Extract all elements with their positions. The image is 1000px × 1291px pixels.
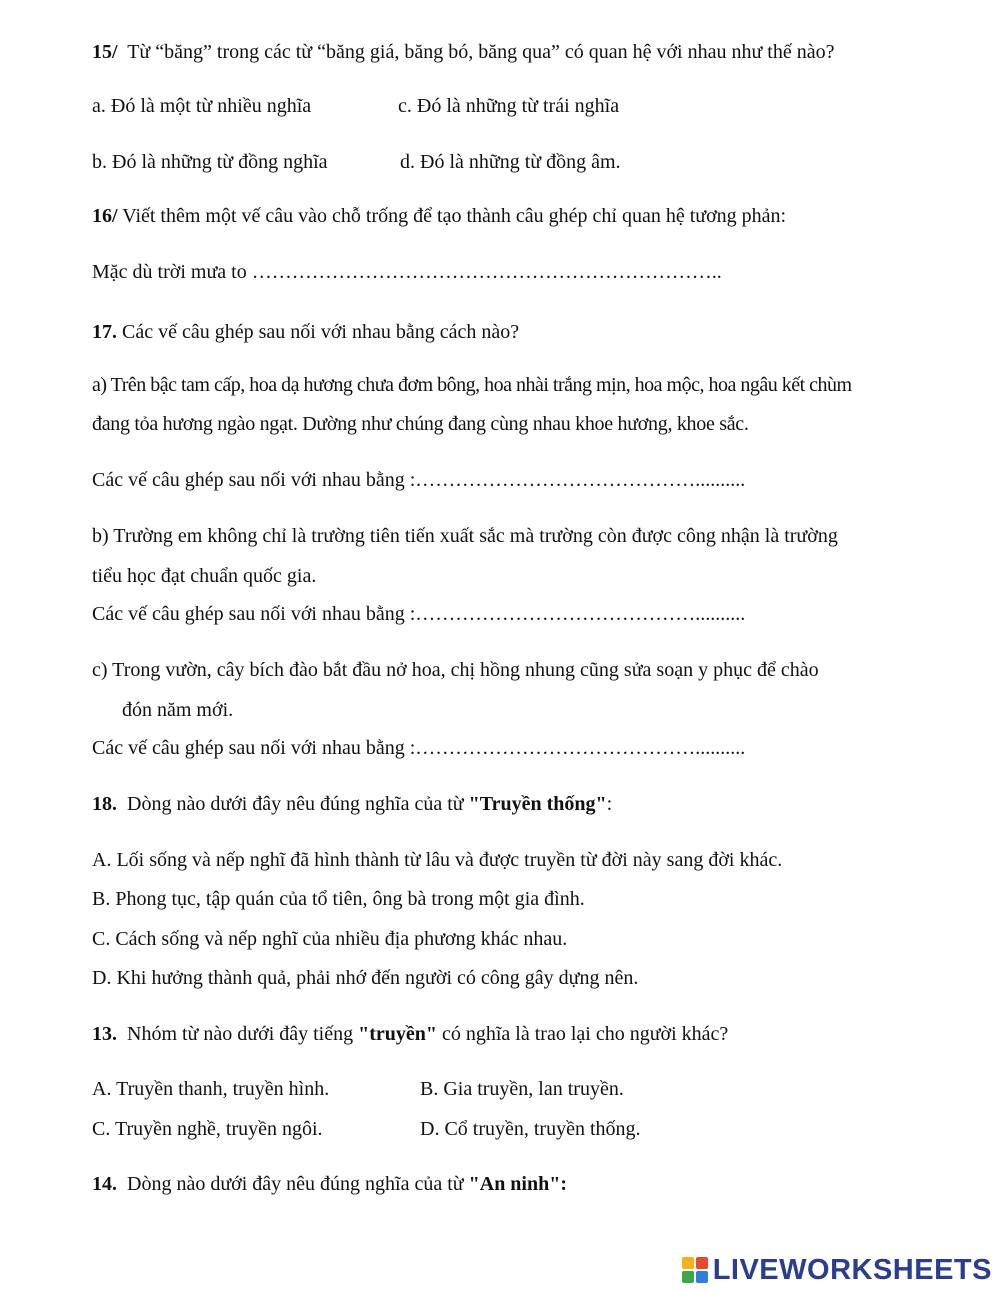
q17-a-text-line2: đang tỏa hương ngào ngạt. Dường như chúng đang cùng nhau khoe hương, khoe sắc. bbox=[92, 413, 749, 435]
q18-question-suffix: : bbox=[606, 793, 613, 815]
q14-question bbox=[92, 1172, 567, 1196]
q16-number: 16/ bbox=[92, 205, 118, 227]
q17-question-text: Các vế câu ghép sau nối với nhau bằng cách nào? bbox=[122, 321, 520, 343]
q13-option-c[interactable]: C. Truyền nghề, truyền ngôi. bbox=[92, 1118, 323, 1140]
q14-question-prefix: Dòng nào dưới đây nêu đúng nghĩa của từ bbox=[127, 1173, 469, 1195]
q17-a-text-line1: a) Trên bậc tam cấp, hoa dạ hương chưa đơm bông, hoa nhài trắng mịn, hoa mộc, hoa ngâu kết chùm bbox=[92, 374, 852, 396]
q18-option-b[interactable]: B. Phong tục, tập quán của tổ tiên, ông bà trong một gia đình. bbox=[92, 888, 585, 910]
q17-c-text-line2: đón năm mới. bbox=[122, 699, 234, 721]
q13-question-prefix: Nhóm từ nào dưới đây tiếng bbox=[127, 1023, 359, 1045]
q13-keyword: "truyền" bbox=[358, 1023, 437, 1045]
q15-number: 15/ bbox=[92, 41, 118, 63]
q18-option-a[interactable]: A. Lối sống và nếp nghĩ đã hình thành từ lâu và được truyền từ đời này sang đời khác. bbox=[92, 849, 783, 871]
q15-option-c[interactable]: c. Đó là những từ trái nghĩa bbox=[398, 95, 620, 117]
q17-question bbox=[92, 320, 519, 344]
q16-question bbox=[92, 204, 786, 228]
q13-option-d[interactable]: D. Cổ truyền, truyền thống. bbox=[420, 1118, 641, 1140]
q18-option-c[interactable]: C. Cách sống và nếp nghĩ của nhiều địa phương khác nhau. bbox=[92, 928, 568, 950]
q14-keyword: "An ninh": bbox=[468, 1173, 567, 1195]
q18-number: 18. bbox=[92, 793, 117, 815]
q18-keyword: "Truyền thống" bbox=[468, 793, 607, 815]
q13-question-suffix: có nghĩa là trao lại cho người khác? bbox=[437, 1023, 729, 1045]
q14-number: 14. bbox=[92, 1173, 117, 1195]
q17-a-answer[interactable]: Các vế câu ghép sau nối với nhau bằng :…………………………………….......... bbox=[92, 469, 746, 491]
q16-question-text: Viết thêm một vế câu vào chỗ trống để tạo thành câu ghép chỉ quan hệ tương phản: bbox=[122, 205, 787, 227]
q15-option-b[interactable]: b. Đó là những từ đồng nghĩa bbox=[92, 151, 328, 173]
logo-text: LIVEWORKSHEETS bbox=[712, 1253, 992, 1286]
q16-answer-prompt[interactable]: Mặc dù trời mưa to …………………………………………………………….. bbox=[92, 261, 722, 283]
q15-option-d[interactable]: d. Đó là những từ đồng âm. bbox=[400, 151, 621, 173]
q17-number: 17. bbox=[92, 321, 117, 343]
q17-b-text-line1: b) Trường em không chỉ là trường tiên tiến xuất sắc mà trường còn được công nhận là trường bbox=[92, 525, 838, 547]
q15-question-text: Từ “băng” trong các từ “băng giá, băng bó, băng qua” có quan hệ với nhau như thế nào? bbox=[127, 41, 835, 63]
q13-option-b[interactable]: B. Gia truyền, lan truyền. bbox=[420, 1078, 624, 1100]
q17-b-text-line2: tiểu học đạt chuẩn quốc gia. bbox=[92, 565, 317, 587]
q17-b-answer[interactable]: Các vế câu ghép sau nối với nhau bằng :…………………………………….......... bbox=[92, 603, 746, 625]
q15-option-a[interactable]: a. Đó là một từ nhiều nghĩa bbox=[92, 95, 312, 117]
q18-question-prefix: Dòng nào dưới đây nêu đúng nghĩa của từ bbox=[127, 793, 469, 815]
liveworksheets-logo bbox=[681, 1252, 992, 1288]
q13-option-a[interactable]: A. Truyền thanh, truyền hình. bbox=[92, 1078, 330, 1100]
q15-question bbox=[92, 40, 835, 64]
q18-option-d[interactable]: D. Khi hưởng thành quả, phải nhớ đến người có công gây dựng nên. bbox=[92, 967, 639, 989]
q17-c-text-line1: c) Trong vườn, cây bích đào bắt đầu nở hoa, chị hồng nhung cũng sửa soạn y phục để chào bbox=[92, 659, 819, 681]
q13-number: 13. bbox=[92, 1023, 117, 1045]
liveworksheets-logo-icon bbox=[681, 1256, 709, 1284]
q17-c-answer[interactable]: Các vế câu ghép sau nối với nhau bằng :…………………………………….......... bbox=[92, 737, 746, 759]
q13-question bbox=[92, 1022, 728, 1046]
q18-question bbox=[92, 792, 612, 816]
